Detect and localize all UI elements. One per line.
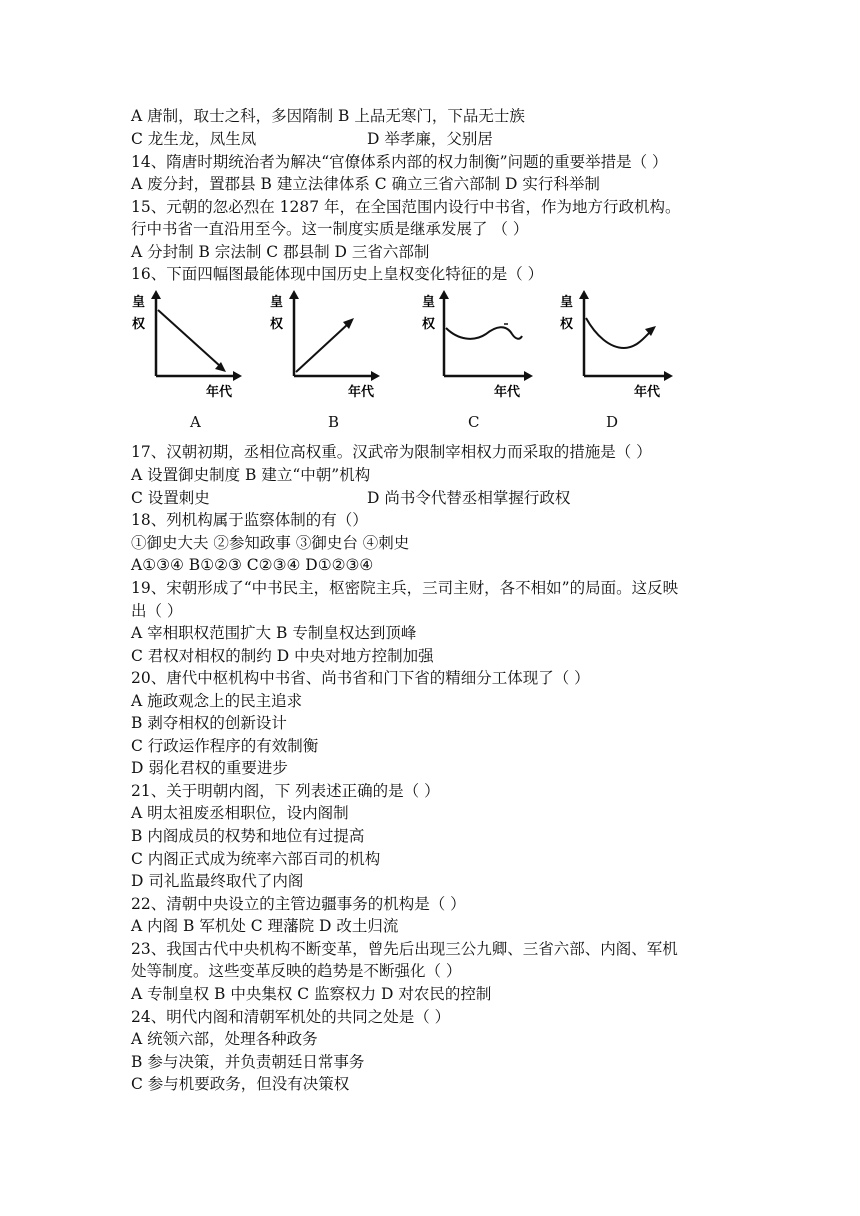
text-line [131, 1073, 349, 1095]
text-line-content: A①③④ B①②③ C②③④ D①②③④ [131, 556, 374, 574]
text-line [131, 509, 368, 531]
text-line-content: 15、元朝的忽必烈在 1287 年，在全国范围内设行中书省，作为地方行政机构。 [131, 198, 681, 216]
graph-d-letter: D [606, 413, 619, 431]
text-line-content: 16、下面四幅图最能体现中国历史上皇权变化特征的是（ ） [131, 265, 544, 283]
text-line [131, 600, 182, 622]
x-axis-label: 年代 [634, 385, 661, 400]
text-line [131, 577, 678, 599]
text-line [131, 554, 373, 576]
text-line-content: C 君权对相权的制约 D 中央对地方控制加强 [131, 647, 434, 665]
y-axis-label-bottom: 权 [132, 317, 146, 332]
text-line [131, 983, 491, 1005]
text-line-content: C 内阁正式成为统率六部百司的机构 [131, 850, 381, 868]
text-line [131, 464, 370, 486]
text-line [131, 938, 678, 960]
graph-d-plot [540, 290, 680, 415]
y-axis-label-bottom: 权 [270, 317, 284, 332]
text-line-content: A 施政观念上的民主追求 [131, 692, 303, 710]
text-line [131, 667, 590, 689]
text-line [131, 151, 668, 173]
y-axis-arrow [579, 290, 589, 299]
y-axis-label-top: 皇 [560, 295, 574, 310]
text-line-content: 处等制度。这些变革反映的趋势是不断强化（ ） [131, 962, 462, 980]
text-line [131, 263, 543, 285]
text-line-content: C 设置刺史 [131, 489, 210, 507]
text-line-content: 24、明代内阁和清朝军机处的共同之处是（ ） [131, 1008, 451, 1026]
text-line-content: C 龙生龙，凤生凤 [131, 130, 257, 148]
text-line [131, 196, 681, 218]
graph-c [402, 290, 542, 440]
text-line [131, 960, 461, 982]
text-line-content: 14、隋唐时期统治者为解决“官僚体系内部的权力制衡”问题的重要举措是（ ） [131, 153, 668, 171]
text-line-content: 20、唐代中枢机构中书省、尚书省和门下省的精细分工体现了（ ） [131, 669, 590, 687]
y-axis-label-top: 皇 [422, 295, 436, 310]
text-line [131, 1051, 364, 1073]
text-line [131, 645, 434, 667]
text-line-content: C 参与机要政务，但没有决策权 [131, 1075, 350, 1093]
text-line [131, 870, 303, 892]
text-line [131, 848, 380, 870]
graph-b [260, 290, 400, 440]
text-line-content: A 设置御史制度 B 建立“中朝”机构 [131, 466, 371, 484]
text-line [131, 241, 429, 263]
text-line [131, 1006, 450, 1028]
y-axis-label-top: 皇 [132, 295, 146, 310]
text-line-content: D 司礼监最终取代了内阁 [131, 872, 304, 890]
text-line-content: 21、关于明朝内阁，下 列表述正确的是（ ） [131, 782, 440, 800]
y-axis-label-bottom: 权 [422, 317, 436, 332]
text-line-content: A 内阁 B 军机处 C 理藩院 D 改土归流 [131, 917, 399, 935]
x-axis-arrow [524, 371, 533, 381]
text-line [131, 757, 288, 779]
x-axis-label: 年代 [206, 385, 233, 400]
x-axis-label: 年代 [494, 385, 521, 400]
text-line [131, 735, 318, 757]
y-axis-arrow [289, 290, 299, 299]
text-line [131, 128, 493, 150]
x-axis-arrow [664, 371, 673, 381]
text-line-content: 17、汉朝初期，丞相位高权重。汉武帝为限制宰相权力而采取的措施是（ ） [131, 443, 652, 461]
y-axis-arrow [439, 290, 449, 299]
text-line [131, 532, 409, 554]
curve-b [296, 324, 348, 372]
text-line-tab: D 尚书令代替丞相掌握行政权 [367, 489, 571, 507]
text-line [131, 825, 364, 847]
text-line-content: A 分封制 B 宗法制 C 郡县制 D 三省六部制 [131, 243, 430, 261]
graph-c-letter: C [468, 413, 480, 431]
text-line [131, 441, 652, 463]
y-axis-arrow [151, 290, 161, 299]
graph-a-plot [120, 290, 260, 415]
graph-options [120, 290, 680, 440]
x-axis-arrow [371, 371, 380, 381]
text-line [131, 780, 440, 802]
y-axis-label-bottom: 权 [560, 317, 574, 332]
curve-c [446, 327, 522, 339]
text-line-content: 18、列机构属于监察体制的有（） [131, 511, 368, 529]
text-line [131, 802, 349, 824]
text-line-tab: D 举孝廉，父别居 [367, 130, 493, 148]
text-line-content: A 宰相职权范围扩大 B 专制皇权达到顶峰 [131, 624, 417, 642]
curve-d [586, 318, 650, 348]
text-line-content: 出（ ） [131, 602, 183, 620]
text-line [131, 173, 600, 195]
text-line-content: A 废分封，置郡县 B 建立法律体系 C 确立三省六部制 D 实行科举制 [131, 175, 600, 193]
graph-b-letter: B [328, 413, 340, 431]
text-line-content: ①御史大夫 ②参知政事 ③御史台 ④刺史 [131, 534, 410, 552]
text-line [131, 218, 528, 240]
text-line-content: 19、宋朝形成了“中书民主，枢密院主兵，三司主财，各不相如”的局面。这反映 [131, 579, 679, 597]
text-line [131, 487, 571, 509]
text-line [131, 622, 416, 644]
text-line [131, 712, 287, 734]
text-line-content: C 行政运作程序的有效制衡 [131, 737, 319, 755]
text-line-content: D 弱化君权的重要进步 [131, 759, 288, 777]
graph-a [120, 290, 260, 440]
x-axis-label: 年代 [348, 385, 375, 400]
text-line-content: B 剥夺相权的创新设计 [131, 714, 287, 732]
text-line-content: A 专制皇权 B 中央集权 C 监察权力 D 对农民的控制 [131, 985, 492, 1003]
text-line [131, 105, 525, 127]
graph-b-plot [260, 290, 400, 415]
graph-d [540, 290, 680, 440]
text-line-content: 23、我国古代中央机构不断变革，曾先后出现三公九卿、三省六部、内阁、军机 [131, 940, 678, 958]
text-line-content: A 唐制，取士之科，多因隋制 B 上品无寒门，下品无士族 [131, 107, 525, 125]
text-line-content: B 参与决策，并负责朝廷日常事务 [131, 1053, 365, 1071]
graph-c-plot [402, 290, 542, 415]
x-axis-arrow [233, 371, 242, 381]
text-line-content: A 统领六部，处理各种政务 [131, 1030, 318, 1048]
text-line [131, 915, 398, 937]
text-line-content: 22、清朝中央设立的主管边疆事务的机构是（ ） [131, 895, 466, 913]
text-line-content: B 内阁成员的权势和地位有过提高 [131, 827, 365, 845]
text-line-content: A 明太祖废丞相职位，设内阁制 [131, 804, 349, 822]
y-axis-label-top: 皇 [270, 295, 284, 310]
text-line [131, 690, 302, 712]
text-line-content: 行中书省一直沿用至今。这一制度实质是继承发展了 （ ） [131, 220, 529, 238]
curve-a [158, 310, 220, 366]
text-line [131, 893, 466, 915]
graph-a-letter: A [190, 413, 201, 431]
text-line [131, 1028, 318, 1050]
